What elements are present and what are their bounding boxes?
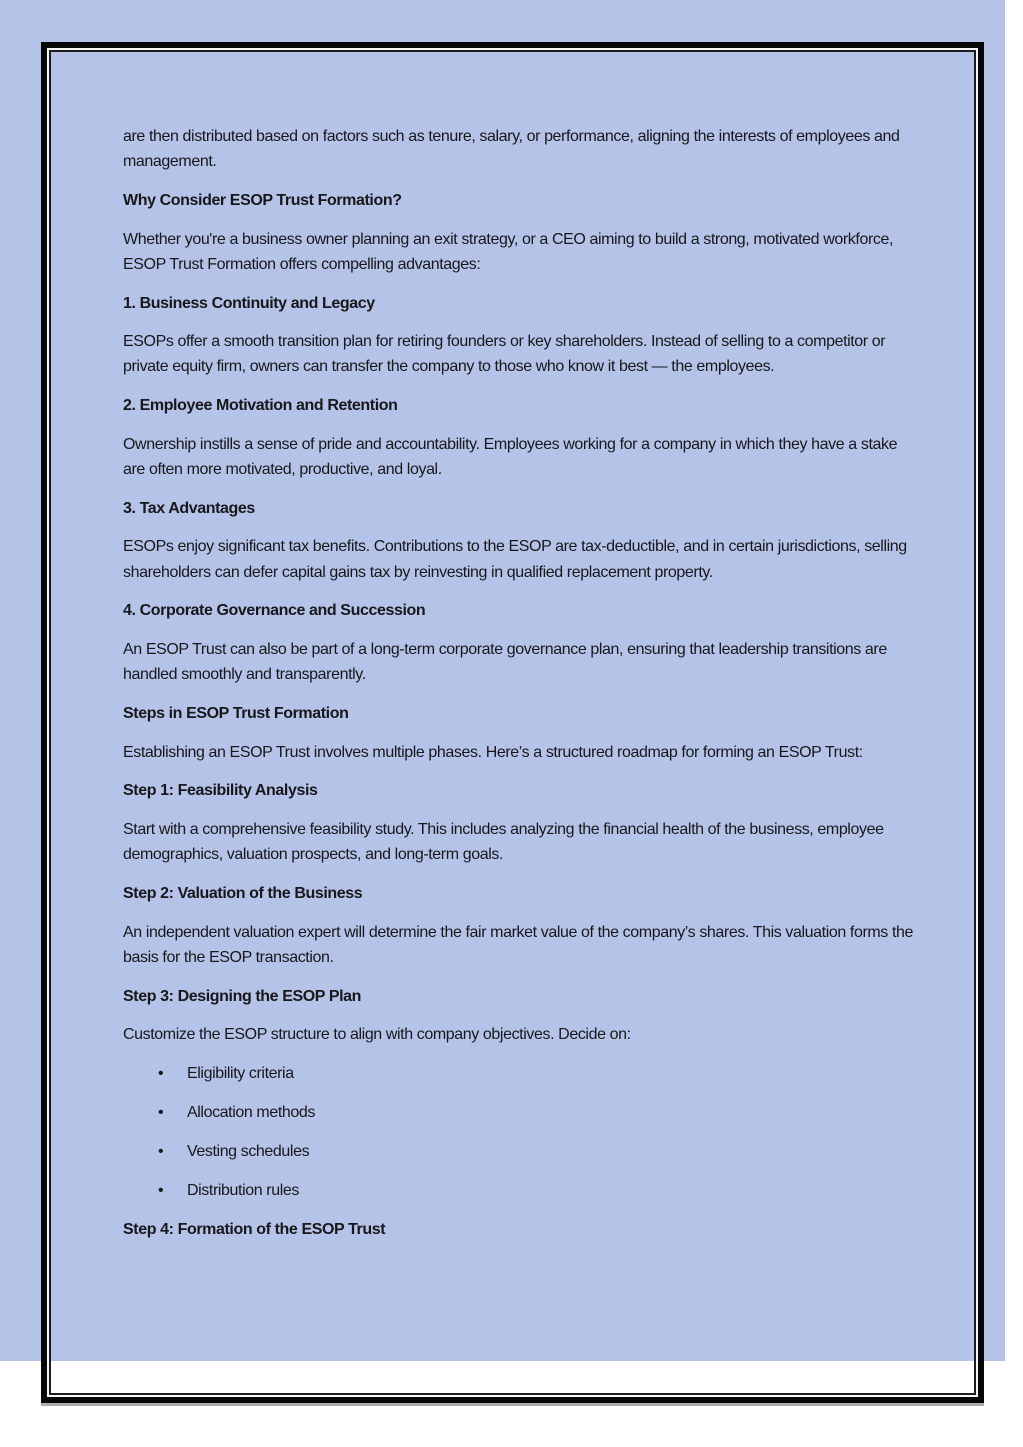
paragraph: ESOPs offer a smooth transition plan for retiring founders or key shareholders. Instead of selling to a competitor or private equity firm, owners can transfer the company to those who know it best — the employees. <box>123 333 886 376</box>
heading-employee-motivation: 2. Employee Motivation and Retention <box>123 397 398 415</box>
heading-step-1: Step 1: Feasibility Analysis <box>123 782 318 800</box>
paragraph: are then distributed based on factors such as tenure, salary, or performance, aligning the interests of employees and management. <box>123 128 900 171</box>
bullet-list <box>123 1061 913 1203</box>
frame-gap-line <box>47 48 978 1397</box>
heading-tax-advantages: 3. Tax Advantages <box>123 499 255 517</box>
heading-corporate-governance: 4. Corporate Governance and Succession <box>123 602 426 620</box>
bullet-item: • Allocation methods <box>123 1100 913 1125</box>
paragraph: Whether you're a business owner planning an exit strategy, or a CEO aiming to build a strong, motivated workforce, ESOP Trust Formation offers compelling advantages: <box>123 230 894 273</box>
page-border-frame <box>41 42 984 1403</box>
paragraph: Establishing an ESOP Trust involves multiple phases. Here’s a structured roadmap for forming an ESOP Trust: <box>123 743 863 761</box>
heading-step-2: Step 2: Valuation of the Business <box>123 884 363 902</box>
paragraph: An independent valuation expert will determine the fair market value of the company’s shares. This valuation forms the basis for the ESOP transaction. <box>123 923 913 966</box>
bullet-item: • Vesting schedules <box>123 1139 913 1164</box>
frame-inner-line <box>49 50 976 1395</box>
paragraph: Start with a comprehensive feasibility study. This includes analyzing the financial health of the business, employee demographics, valuation prospects, and long-term goals. <box>123 821 884 864</box>
heading-why-consider: Why Consider ESOP Trust Formation? <box>123 191 402 209</box>
heading-business-continuity: 1. Business Continuity and Legacy <box>123 294 375 312</box>
paragraph: ESOPs enjoy significant tax benefits. Contributions to the ESOP are tax-deductible, and in certain jurisdictions, selling shareholders can defer capital gains tax by reinvesting in qualified replacement property. <box>123 538 907 581</box>
heading-steps-in-formation: Steps in ESOP Trust Formation <box>123 704 349 722</box>
heading-step-3: Step 3: Designing the ESOP Plan <box>123 987 362 1005</box>
bullet-item: • Distribution rules <box>123 1178 913 1203</box>
document-body <box>51 52 974 1393</box>
paragraph: Ownership instills a sense of pride and accountability. Employees working for a company in which they have a stake are often more motivated, productive, and loyal. <box>123 435 898 479</box>
heading-step-4: Step 4: Formation of the ESOP Trust <box>123 1220 386 1238</box>
paragraph: An ESOP Trust can also be part of a long-term corporate governance plan, ensuring that leadership transitions are handled smoothly and transparently. <box>123 641 887 684</box>
paragraph: Customize the ESOP structure to align with company objectives. Decide on: <box>123 1026 631 1044</box>
bullet-item: • Eligibility criteria <box>123 1061 913 1086</box>
